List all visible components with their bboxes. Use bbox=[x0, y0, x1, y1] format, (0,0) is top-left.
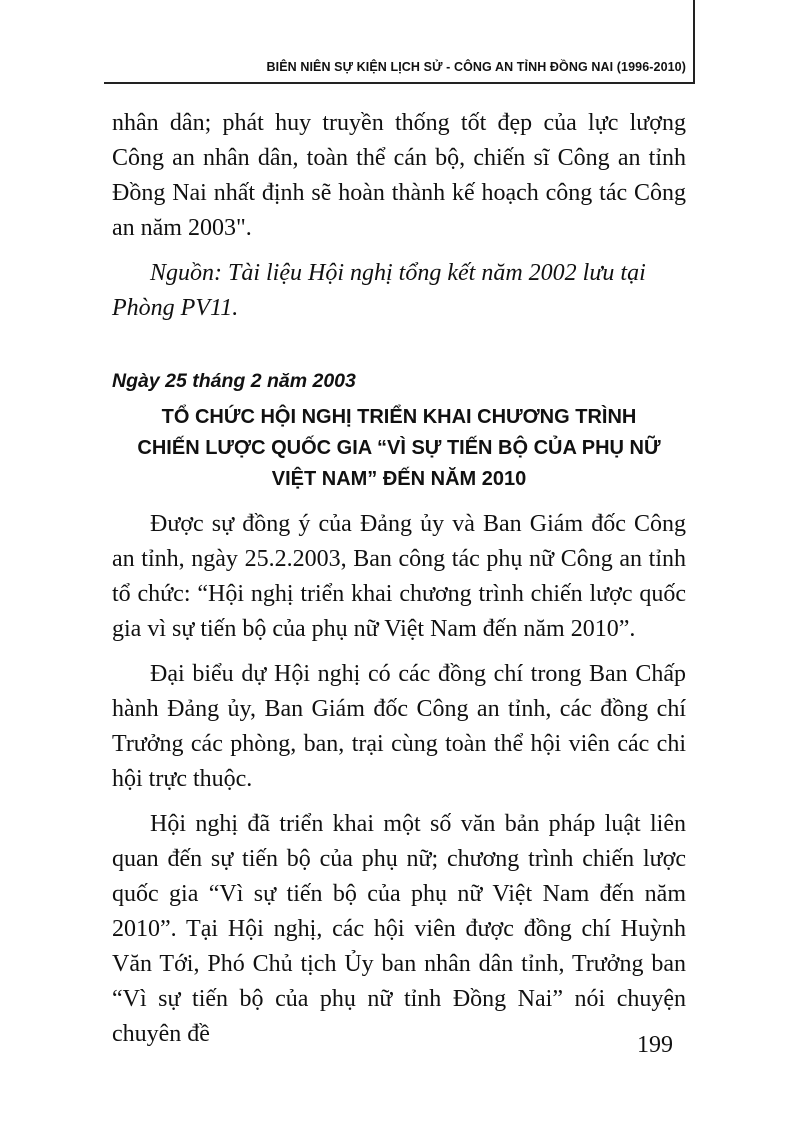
running-header-text: BIÊN NIÊN SỰ KIỆN LỊCH SỬ - CÔNG AN TỈNH ĐỒNG NAI (1996-2010) bbox=[266, 60, 686, 74]
entry-title-line: VIỆT NAM” ĐẾN NĂM 2010 bbox=[271, 468, 527, 490]
running-header bbox=[104, 40, 694, 84]
source-note: Nguồn: Tài liệu Hội nghị tổng kết năm 2002 lưu tại Phòng PV11. bbox=[112, 260, 646, 321]
header-rule-vertical bbox=[693, 0, 695, 84]
body-paragraph: Hội nghị đã triển khai một số văn bản pháp luật liên quan đến sự tiến bộ của phụ nữ; chương trình chiến lược quốc gia “Vì sự tiến bộ của phụ nữ Việt Nam đến năm 2010”. Tại Hội nghị, các hội viên được đồng chí Huỳnh Văn Tới, Phó Chủ tịch Ủy ban nhân dân tỉnh, Trưởng ban “Vì sự tiến bộ của phụ nữ tỉnh Đồng Nai” nói chuyện chuyên đề bbox=[112, 811, 686, 1047]
page-body bbox=[112, 106, 686, 1062]
body-paragraph: Đại biểu dự Hội nghị có các đồng chí trong Ban Chấp hành Đảng ủy, Ban Giám đốc Công an tỉnh, các đồng chí Trưởng các phòng, ban, trại cùng toàn thể hội viên các chi hội trực thuộc. bbox=[112, 661, 686, 792]
continued-paragraph: nhân dân; phát huy truyền thống tốt đẹp của lực lượng Công an nhân dân, toàn thể cán bộ, chiến sĩ Công an tỉnh Đồng Nai nhất định sẽ hoàn thành kế hoạch công tác Công an năm 2003". bbox=[112, 110, 686, 241]
entry-title-line: TỔ CHỨC HỘI NGHỊ TRIỂN KHAI CHƯƠNG TRÌNH bbox=[161, 406, 637, 428]
entry-title bbox=[112, 402, 686, 495]
entry-date: Ngày 25 tháng 2 năm 2003 bbox=[112, 370, 356, 392]
body-paragraph: Được sự đồng ý của Đảng ủy và Ban Giám đốc Công an tỉnh, ngày 25.2.2003, Ban công tác phụ nữ Công an tỉnh tổ chức: “Hội nghị triển khai chương trình chiến lược quốc gia vì sự tiến bộ của phụ nữ Việt Nam đến năm 2010”. bbox=[112, 511, 686, 642]
page-number: 199 bbox=[637, 1032, 673, 1058]
entry-title-line: CHIẾN LƯỢC QUỐC GIA “VÌ SỰ TIẾN BỘ CỦA PHỤ NỮ bbox=[137, 437, 661, 459]
